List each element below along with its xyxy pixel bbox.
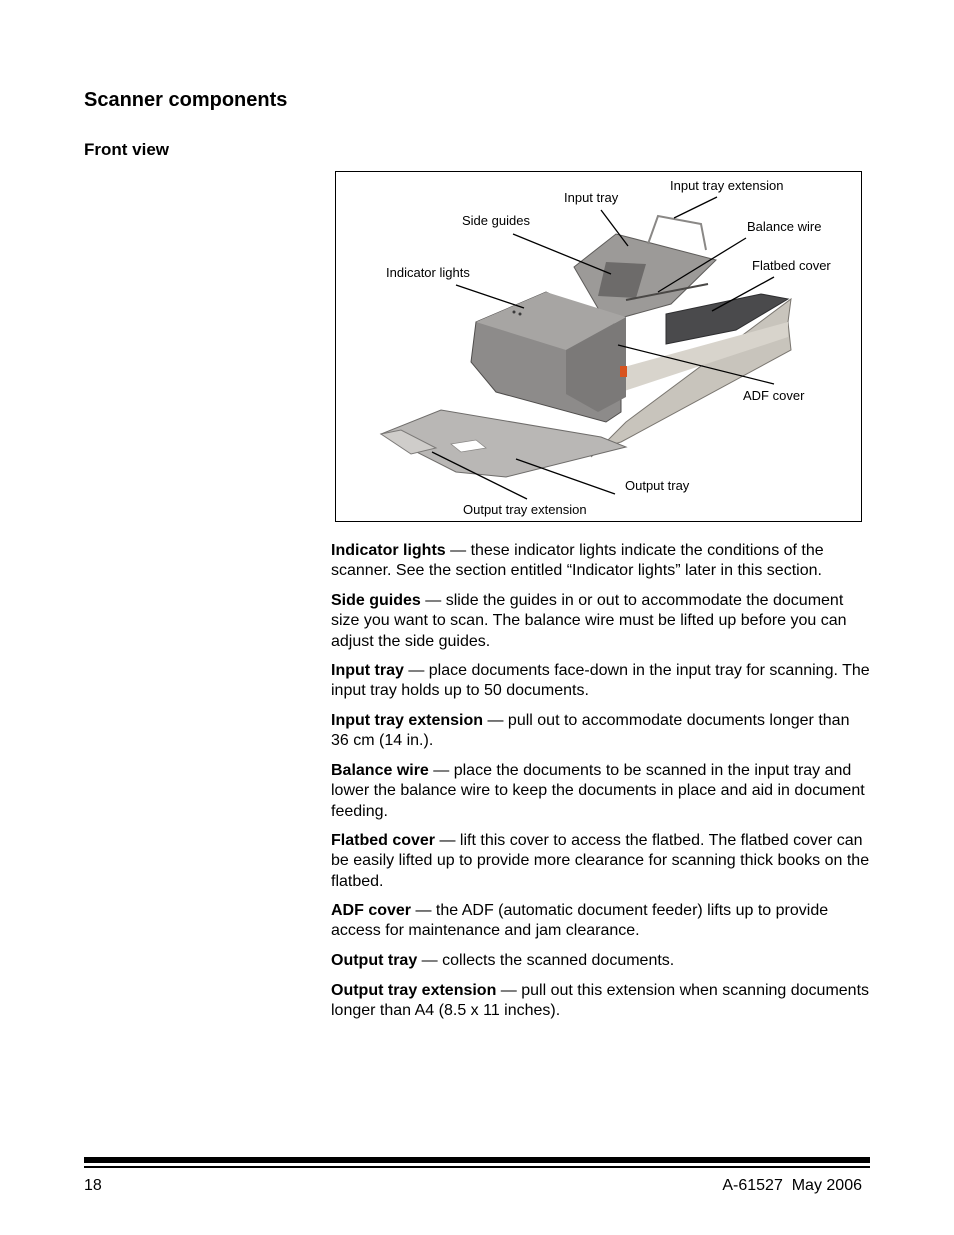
term: Input tray xyxy=(331,662,404,679)
label-output-tray-extension: Output tray extension xyxy=(463,502,587,517)
definition: — these indicator lights indicate the conditions of the scanner. See the section entitled “Indicator lights” later in this section. xyxy=(331,542,824,580)
term: Balance wire xyxy=(331,762,429,779)
description-output-tray-extension xyxy=(331,981,871,1022)
definition: — collects the scanned documents. xyxy=(417,952,675,969)
description-side-guides xyxy=(331,591,871,652)
term: Side guides xyxy=(331,592,421,609)
description-indicator-lights xyxy=(331,541,871,582)
label-input-tray: Input tray xyxy=(564,190,619,205)
definition: — place the documents to be scanned in the input tray and lower the balance wire to keep the documents in place and aid in document feeding. xyxy=(331,762,865,820)
document-id: A-61527 May 2006 xyxy=(722,1177,862,1194)
subsection-title: Front view xyxy=(84,140,170,159)
description-balance-wire xyxy=(331,761,871,822)
term: ADF cover xyxy=(331,902,412,919)
label-side-guides: Side guides xyxy=(462,213,530,228)
section-title: Scanner components xyxy=(84,89,288,111)
definition: — slide the guides in or out to accommodate the document size you want to scan. The balance wire must be lifted up before you can adjust the side guides. xyxy=(331,592,847,650)
footer-rule-thick xyxy=(84,1157,870,1163)
label-indicator-lights: Indicator lights xyxy=(386,265,470,280)
callout-line xyxy=(516,459,615,494)
term: Output tray xyxy=(331,952,418,969)
label-output-tray: Output tray xyxy=(625,478,690,493)
term: Indicator lights xyxy=(331,542,446,559)
page-number: 18 xyxy=(84,1177,102,1194)
footer-rule-thin xyxy=(84,1166,870,1168)
label-balance-wire: Balance wire xyxy=(747,219,822,234)
callout-line xyxy=(456,285,524,308)
definition: — pull out to accommodate documents longer than 36 cm (14 in.). xyxy=(331,712,850,750)
definition: — the ADF (automatic document feeder) lifts up to provide access for maintenance and jam clearance. xyxy=(331,902,829,940)
description-input-tray-extension xyxy=(331,711,871,752)
description-flatbed-cover xyxy=(331,831,871,892)
definition: — place documents face-down in the input tray for scanning. The input tray holds up to 50 documents. xyxy=(331,662,870,700)
indicator-light-dot xyxy=(519,313,522,316)
indicator-light-dot xyxy=(513,311,516,314)
label-adf-cover: ADF cover xyxy=(743,388,805,403)
label-input-tray-extension: Input tray extension xyxy=(670,178,784,193)
description-input-tray xyxy=(331,661,871,702)
term: Flatbed cover xyxy=(331,832,436,849)
description-adf-cover xyxy=(331,901,871,942)
scanner-front-view-figure xyxy=(335,171,862,522)
label-flatbed-cover: Flatbed cover xyxy=(752,258,831,273)
term: Input tray extension xyxy=(331,712,484,729)
description-output-tray xyxy=(331,951,871,971)
definition: — lift this cover to access the flatbed. The flatbed cover can be easily lifted up to provide more clearance for scanning thick books on the flatbed. xyxy=(331,832,870,890)
callout-line xyxy=(674,197,717,218)
term: Output tray extension xyxy=(331,982,497,999)
definition: — pull out this extension when scanning documents longer than A4 (8.5 x 11 inches). xyxy=(331,982,870,1020)
power-indicator xyxy=(620,366,627,377)
